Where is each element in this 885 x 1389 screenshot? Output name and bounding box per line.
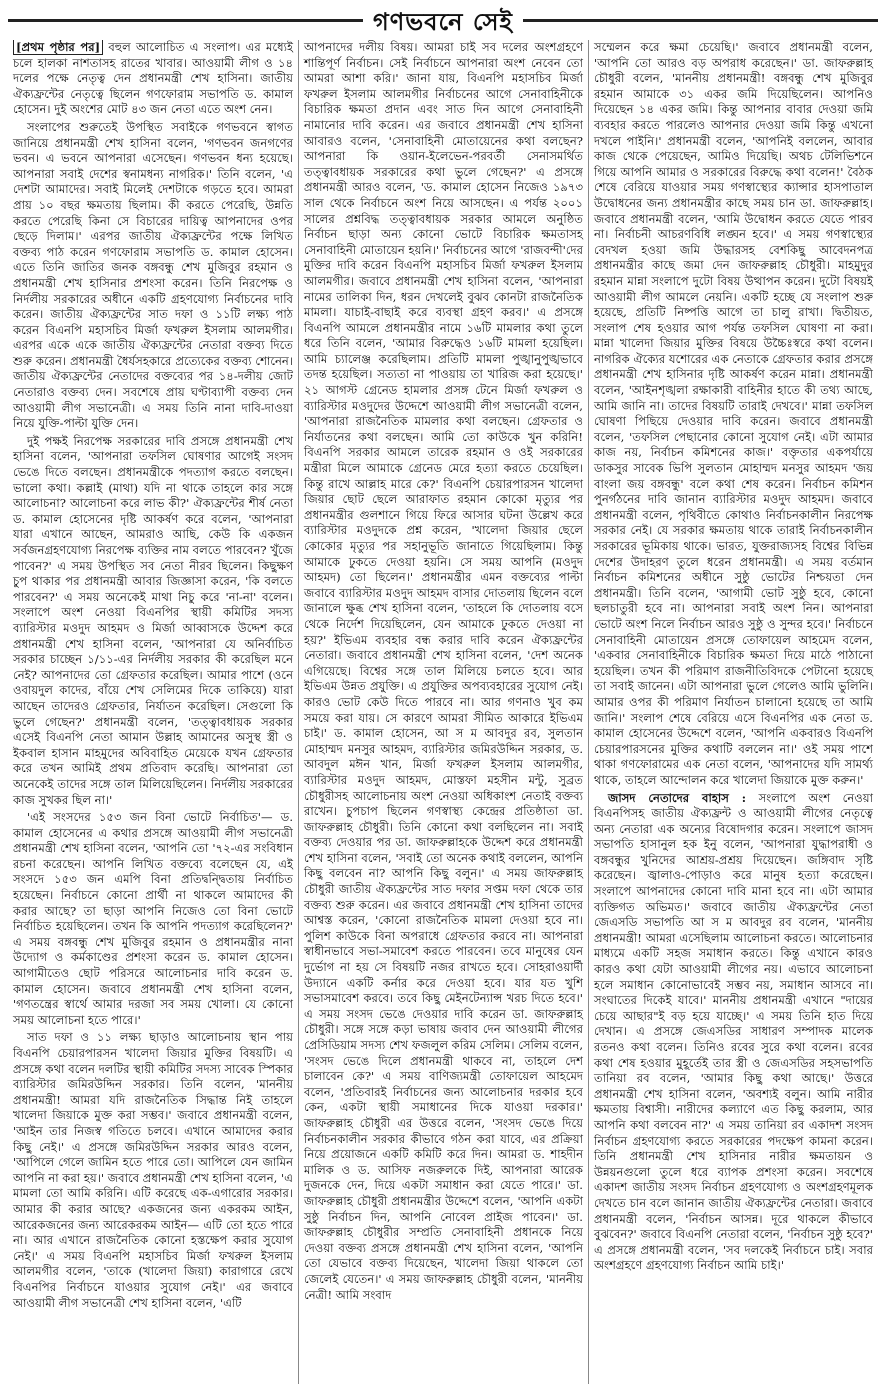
article-body [8, 40, 878, 1384]
paragraph [594, 791, 873, 1274]
paragraph-text: বহুল আলোচিত এ সংলাপ। এর মধ্যেই চলে হালকা নাশতাসহ রাতের খাবার। আওয়ামী লীগ ও ১৪ দলের পক্ষে নেতৃত্ব দেন প্রধানমন্ত্রী শেখ হাসিনা। জাতীয় ঐক্যফ্রন্টের নেতৃত্বে ছিলেন গণফোরাম সভাপতি ড. কামাল হোসেন। দুই অংশের মোট ৪৩ জন নেতা এতে অংশ নেন। [13, 40, 294, 117]
paragraph: সংলাপের শুরুতেই উপস্থিত সবাইকে গণভবনে স্বাগত জানিয়ে প্রধানমন্ত্রী শেখ হাসিনা বলেন, 'গণভবন জনগণের ভবন। এ ভবনে আপনারা এসেছেন। গণভবন ধন্য হয়েছে। আপনারা সবাই দেশের স্বনামধন্য নাগরিক।' তিনি বলেন, 'এ দেশটা আমাদের। সবাই মিলেই দেশটাকে গড়তে হবে। আমরা প্রায় ১০ বছর ক্ষমতায় ছিলাম। কী করতে পেরেছি, উন্নতি করতে পেরেছি কিনা সে বিচারের দায়িত্ব আপনাদের ওপর ছেড়ে দিলাম।' এরপর জাতীয় ঐক্যফ্রন্টের পক্ষে লিখিত বক্তব্য পাঠ করেন গণফোরাম সভাপতি ড. কামাল হোসেন। এতে তিনি জাতির জনক বঙ্গবন্ধু শেখ মুজিবুর রহমান ও প্রধানমন্ত্রী শেখ হাসিনার প্রশংসা করেন। তিনি নিরপেক্ষ ও নির্দলীয় সরকারের অধীনে একটি গ্রহণযোগ্য নির্বাচনের দাবি করেন। জাতীয় ঐক্যফ্রন্টের সাত দফা ও ১১টি লক্ষ্য পাঠ করেন বিএনপি মহাসচিব মির্জা ফখরুল ইসলাম আলমগীর। এরপর একে একে জাতীয় ঐক্যফ্রন্টের নেতারা বক্তব্য দিতে শুরু করেন। প্রধানমন্ত্রী ধৈর্যসহকারে প্রত্যেকের বক্তব্য শোনেন। জাতীয় ঐক্যফ্রন্টের নেতাদের বক্তব্যের পর ১৪-দলীয় জোট নেতারাও বক্তব্য দেন। সবশেষে প্রায় ঘণ্টাব্যাপী বক্তব্য দেন আওয়ামী লীগ সভানেত্রী। এ সময় তিনি নানা দাবি-দাওয়া নিয়ে যুক্তি-পাল্টা যুক্তি দেন। [13, 119, 293, 431]
column-3 [588, 40, 878, 1384]
column-2 [298, 40, 588, 1384]
subheading: জাসদ নেতাদের বাহাস : [608, 790, 747, 805]
section-title: গণভবনে সেই [373, 7, 513, 36]
page-header [0, 0, 885, 40]
paragraph-text: সংলাপে অংশ নেওয়া বিএনপিসহ জাতীয় ঐক্যফ্রন্ট ও আওয়ামী লীগের নেতৃত্বে অন্য নেতারা এক অন্যের বিষোদগার করেন। সংলাপে জাসদ সভাপতি হাসানুল হক ইনু বলেন, 'আপনারা যুদ্ধাপরাধী ও বঙ্গবন্ধুর খুনিদের আশ্রয়-প্রশ্রয় দিয়েছেন। জঙ্গিবাদ সৃষ্টি করেছেন। জ্বালাও-পোড়াও করে মানুষ হত্যা করেছেন। সংলাপে আপনাদের কোনো দাবি মানা হবে না। এটা আমার ব্যক্তিগত অভিমত।' জবাবে জাতীয় ঐক্যফ্রন্টের নেতা জেএসডি সভাপতি আ স ম আবদুর রব বলেন, 'মাননীয় প্রধানমন্ত্রী! আমরা এসেছিলাম আলোচনা করতে। আলোচনার মাধ্যমে একটি সহজ সমাধান করতে। কিন্তু এখানে কারও কারও কথা যেটা আওয়ামী লীগের নয়। এভাবে আলোচনা হলে সমাধান কোনোভাবেই সম্ভব নয়, সমাধান আসবে না। সংঘাতের দিকেই যাবে।' মাননীয় প্রধানমন্ত্রী এখানে "দায়ের চেয়ে আছার"ই বড় হয়ে যাচ্ছে।' এ সময় তিনি হাত দিয়ে দেখান। এ প্রসঙ্গে জেএসডির সাধারণ সম্পাদক মালেক রতনও কথা বলেন। তিনিও রবের সুরে কথা বলেন। রবের কথা শেষ হওয়ার মুহূর্তেই তার স্ত্রী ও জেএসডির সহসভাপতি তানিয়া রব বলেন, 'আমার কিছু কথা আছে।' উত্তরে প্রধানমন্ত্রী শেখ হাসিনা বলেন, 'অবশ্যই বলুন। আমি নারীর ক্ষমতায় বিশ্বাসী। নারীদের কল্যাণে এত কিছু করলাম, আর আপনি কথা বলবেন না?' এ সময় তানিয়া রব একাদশ সংসদ নির্বাচন গ্রহণযোগ্য করতে সরকারের পদক্ষেপ কামনা করেন। তিনি প্রধানমন্ত্রী শেখ হাসিনার নারীর ক্ষমতায়ন ও উন্নয়নগুলো তুলে ধরে ব্যাপক প্রশংসা করেন। সবশেষে একাদশ জাতীয় সংসদ নির্বাচন গ্রহণযোগ্য ও অংশগ্রহণমূলক দেখতে চান বলে জানান জাতীয় ঐক্যফ্রন্টের নেতারা। জবাবে প্রধানমন্ত্রী বলেন, 'নির্বাচন আসন্ন। দূরে থাকলে কীভাবে বুঝবেন?' জবাবে বিএনপি নেতারা বলেন, 'নির্বাচন সুষ্ঠু হবে?' এ প্রসঙ্গে প্রধানমন্ত্রী বলেন, 'সব দলকেই নির্বাচনে চাই। সবার অংশগ্রহণে গ্রহণযোগ্য নির্বাচন আমি চাই।' [594, 790, 873, 1273]
column-1 [8, 40, 298, 1384]
paragraph [13, 40, 293, 118]
header-rule-left [8, 19, 363, 22]
header-rule-right [523, 19, 878, 22]
paragraph: আপনাদের দলীয় বিষয়। আমরা চাই সব দলের অংশগ্রহণে শান্তিপূর্ণ নির্বাচন। সেই নির্বাচনে আপনারা অংশ নেবেন তো আমরা আশা করি।' জানা যায়, বিএনপি মহাসচিব মির্জা ফখরুল ইসলাম আলমগীর নির্বাচনের আগে সেনাবাহিনীকে বিচারিক ক্ষমতা প্রদান এবং সাত দিন আগে সেনাবাহিনী নামানোর দাবি করেন। এর জবাবে প্রধানমন্ত্রী শেখ হাসিনা আবারও বলেন, 'সেনাবাহিনী মোতায়েনের কথা বলছেন? আপনারা কি ওয়ান-ইলেভেন-পরবর্তী সেনাসমর্থিত তত্ত্বাবধায়ক সরকারের কথা ভুলে গেছেন?' এ প্রসঙ্গে প্রধানমন্ত্রী আরও বলেন, 'ড. কামাল হোসেন নিজেও ১৯৭৩ সাল থেকে নির্বাচনে অংশ নিয়ে আসছেন। এ পর্যন্ত ২০০১ সালের প্রশ্নবিদ্ধ তত্ত্বাবধায়ক সরকার আমলে অনুষ্ঠিত নির্বাচন ছাড়া অন্য কোনো ভোটে বিচারিক ক্ষমতাসহ সেনাবাহিনী মোতায়েন হয়নি।' নির্বাচনের আগে 'রাজবন্দী'দের মুক্তির দাবি করেন বিএনপি মহাসচিব মির্জা ফখরুল ইসলাম আলমগীর। জবাবে প্রধানমন্ত্রী শেখ হাসিনা বলেন, 'আপনারা নামের তালিকা দিন, ধরন দেখলেই বুঝব কোনটা রাজনৈতিক মামলা। যাচাই-বাছাই করে ব্যবস্থা গ্রহণ করব।' এ প্রসঙ্গে বিএনপি আমলে প্রধানমন্ত্রীর নামে ১৬টি মামলার কথা তুলে ধরে তিনি বলেন, 'আমার বিরুদ্ধেও ১৬টি মামলা হয়েছিল। আমি চ্যালেঞ্জ করেছিলাম। প্রতিটি মামলা পুঙ্খানুপুঙ্খভাবে তদন্ত হয়েছিল। সত্যতা না পাওয়ায় তা খারিজ করা হয়েছে।' ২১ আগস্ট গ্রেনেড হামলার প্রসঙ্গ টেনে মির্জা ফখরুল ও ব্যারিস্টার মওদুদের উদ্দেশে আওয়ামী লীগ সভানেত্রী বলেন, 'আপনারা রাজনৈতিক মামলার কথা বলছেন। গ্রেফতার ও নির্যাতনের কথা বলছেন। আমি তো কাউকে খুন করিনি! বিএনপি সরকার আমলে তারেক রহমান ও ওই সরকারের মন্ত্রীরা মিলে আমাকে গ্রেনেড মেরে হত্যা করতে চেয়েছিল। কিন্তু রাখে আল্লাহ মারে কে?' বিএনপি চেয়ারপারসন খালেদা জিয়ার ছোট ছেলে আরাফাত রহমান কোকো মৃত্যুর পর প্রধানমন্ত্রীর গুলশানে গিয়ে ফিরে আসার ঘটনা উল্লেখ করে ব্যারিস্টার মওদুদকে প্রশ্ন করেন, 'খালেদা জিয়ার ছেলে কোকোর মৃত্যুর পর সহানুভূতি জানাতে গিয়েছিলাম। কিন্তু আমাকে ঢুকতে দেওয়া হয়নি। সে সময় আপনি (মওদুদ আহমদ) তো ছিলেন।' প্রধানমন্ত্রীর এমন বক্তব্যের পাল্টা জবাবে ব্যারিস্টার মওদুদ আহমদ বাসার দোতলায় ছিলেন বলে জানালে ক্ষুব্ধ শেখ হাসিনা বলেন, 'তাহলে কি দোতলায় বসে থেকে নির্দেশ দিয়েছিলেন, যেন আমাকে ঢুকতে দেওয়া না হয়?' ইভিএম ব্যবহার বন্ধ করার দাবি করেন ঐক্যফ্রন্টের নেতারা। জবাবে প্রধানমন্ত্রী শেখ হাসিনা বলেন, 'দেশ অনেক এগিয়েছে। বিশ্বের সঙ্গে তাল মিলিয়ে চলতে হবে। আর ইভিএম উন্নত প্রযুক্তি। এ প্রযুক্তির অপব্যবহারের সুযোগ নেই। কারও ভোট কেউ দিতে পারবে না। আর গণনাও খুব কম সময়ে করা যায়। সে কারণে আমরা সীমিত আকারে ইভিএম চাই।' ড. কামাল হোসেন, আ স ম আবদুর রব, সুলতান মোহাম্মদ মনসুর আহমদ, ব্যারিস্টার জমিরউদ্দিন সরকার, ড. আবদুল মঈন খান, মির্জা ফখরুল ইসলাম আলমগীর, ব্যারিস্টার মওদুদ আহমদ, মোস্তফা মহসীন মন্টু, সুব্রত চৌধুরীসহ আলোচনায় অংশ নেওয়া অধিকাংশ নেতাই বক্তব্য রাখেন। চুপচাপ ছিলেন গণস্বাস্থ্য কেন্দ্রের প্রতিষ্ঠাতা ডা. জাফরুল্লাহ চৌধুরী। তিনি কোনো কথা বলছিলেন না। সবাই বক্তব্য দেওয়ার পর ডা. জাফরুল্লাহকে উদ্দেশ করে প্রধানমন্ত্রী শেখ হাসিনা বলেন, 'সবাই তো অনেক কথাই বললেন, আপনি কিছু বলবেন না? আপনি কিছু বলুন।' এ সময় জাফরুল্লাহ চৌধুরী জাতীয় ঐক্যফ্রন্টের সাত দফার সপ্তম দফা থেকে তার বক্তব্য শুরু করেন। এর জবাবে প্রধানমন্ত্রী শেখ হাসিনা তাদের আশ্বস্ত করেন, 'কোনো রাজনৈতিক মামলা দেওয়া হবে না। পুলিশ কাউকে বিনা অপরাধে গ্রেফতার করবে না। আপনারা স্বাধীনভাবে সভা-সমাবেশ করতে পারবেন। তবে মানুষের যেন দুর্ভোগ না হয় সে বিষয়টি নজর রাখতে হবে। সোহরাওয়ার্দী উদ্যানে একটি কর্নার করে দেওয়া হবে। যার যত খুশি সভাসমাবেশ করবে। তবে কিছু মেইনটেন্যান্স খরচ দিতে হবে।' এ সময় সংসদ ভেঙে দেওয়ার দাবি করেন ডা. জাফরুল্লাহ চৌধুরী। সঙ্গে সঙ্গে কড়া ভাষায় জবাব দেন আওয়ামী লীগের প্রেসিডিয়াম সদস্য শেখ ফজলুল করিম সেলিম। সেলিম বলেন, 'সংসদ ভেঙে দিলে প্রধানমন্ত্রী থাকবে না, তাহলে দেশ চালাবেন কে?' এ সময় বাণিজ্যমন্ত্রী তোফায়েল আহমেদ বলেন, 'প্রতিবারই নির্বাচনের জন্য আলোচনার দরকার হবে কেন, একটা স্থায়ী সমাধানের দিকে যাওয়া দরকার।' জাফরুল্লাহ চৌধুরী এর উত্তরে বলেন, 'সংসদ ভেঙে দিয়ে নির্বাচনকালীন সরকার কীভাবে গঠন করা যাবে, এর প্রক্রিয়া নিয়ে প্রয়োজনে একটি কমিটি করে দিন। আমরা ড. শাহদীন মালিক ও ড. আসিফ নজরুলকে দিই, আপনারা আরেক দুজনকে দেন, দিয়ে একটা সমাধান করা যেতে পারে।' ডা. জাফরুল্লাহ চৌধুরী প্রধানমন্ত্রীর উদ্দেশে বলেন, 'আপনি একটা সুষ্ঠু নির্বাচন দিন, আপনি নোবেল প্রাইজ পাবেন।' ডা. জাফরুল্লাহ চৌধুরীর সম্প্রতি সেনাবাহিনী প্রধানকে নিয়ে দেওয়া বক্তব্য প্রসঙ্গে প্রধানমন্ত্রী শেখ হাসিনা বলেন, 'আপনি তো যেভাবে বক্তব্য দিয়েছেন, খালেদা জিয়া থাকলে তো জেলেই যেতেন।' এ সময় জাফরুল্লাহ চৌধুরী বলেন, 'মাননীয় নেত্রী! আমি সংবাদ [304, 40, 583, 1302]
continuation-marker: [প্রথম পৃষ্ঠার পর] [13, 40, 103, 55]
paragraph: সাত দফা ও ১১ লক্ষ্য ছাড়াও আলোচনায় স্থান পায় বিএনপি চেয়ারপারসন খালেদা জিয়ার মুক্তির বিষয়টি। এ প্রসঙ্গে কথা বলেন দলটির স্থায়ী কমিটির সদস্য সাবেক স্পিকার ব্যারিস্টার জমিরউদ্দিন সরকার। তিনি বলেন, 'মাননীয় প্রধানমন্ত্রী! আমরা যদি রাজনৈতিক সিদ্ধান্ত নিই তাহলে খালেদা জিয়াকে মুক্ত করা সম্ভব।' জবাবে প্রধানমন্ত্রী বলেন, 'আইন তার নিজস্ব গতিতে চলবে। এখানে আমাদের করার কিছু নেই।' এ প্রসঙ্গে জমিরউদ্দিন সরকার আরও বলেন, 'আপিলে গেলে জামিন হতে পারে তো। আপিলে যেন জামিন আপনি না করা হয়।' জবাবে প্রধানমন্ত্রী শেখ হাসিনা বলেন, 'এ মামলা তো আমি করিনি। এটি করেছে এক-এগারোর সরকার। আমার কী করার আছে? একজনের জন্য একরকম আইন, আরেকজনের জন্য আরেকরকম আইন— এটি তো হতে পারে না। আর এখানে রাজনৈতিক কোনো হস্তক্ষেপ করার সুযোগ নেই।' এ সময় বিএনপি মহাসচিব মির্জা ফখরুল ইসলাম আলমগীর বলেন, 'তাকে (খালেদা জিয়া) কারাগারে রেখে বিএনপির নির্বাচনে যাওয়ার সুযোগ নেই।' এর জবাবে আওয়ামী লীগ সভানেত্রী শেখ হাসিনা বলেন, 'এটি [13, 1030, 293, 1310]
paragraph: 'এই সংসদের ১৫৩ জন বিনা ভোটে নির্বাচিত'— ড. কামাল হোসেনের এ কথার প্রসঙ্গে আওয়ামী লীগ সভানেত্রী প্রধানমন্ত্রী শেখ হাসিনা বলেন, 'আপনি তো '৭২-এর সংবিধান রচনা করেছেন। আপনি লিখিত বক্তব্যে বলেছেন যে, এই সংসদে ১৫৩ জন এমপি বিনা প্রতিদ্বন্দ্বিতায় নির্বাচিত হয়েছেন। নির্বাচনে কোনো প্রার্থী না থাকলে আমাদের কী করার আছে? তা ছাড়া আপনি নিজেও তো বিনা ভোটে নির্বাচিত হয়েছিলেন। তখন কি আপনি পদত্যাগ করেছিলেন?' এ সময় বঙ্গবন্ধু শেখ মুজিবুর রহমান ও প্রধানমন্ত্রীর নানা উদ্যোগ ও কর্মকাণ্ডের প্রশংসা করেন ড. কামাল হোসেন। আগামীতেও ছোট পরিসরে আলোচনার দাবি করেন ড. কামাল হোসেন। জবাবে প্রধানমন্ত্রী শেখ হাসিনা বলেন, 'গণতন্ত্রের স্বার্থে আমার দরজা সব সময় খোলা। যে কোনো সময় আলোচনা হতে পারে।' [13, 810, 293, 1027]
paragraph: দুই পক্ষই নিরপেক্ষ সরকারের দাবি প্রসঙ্গে প্রধানমন্ত্রী শেখ হাসিনা বলেন, 'আপনারা তফসিল ঘোষণার আগেই সংসদ ভেঙে দিতে বলছেন। প্রধানমন্ত্রীকে পদত্যাগ করতে বলছেন। ভালো কথা। কল্লাই (মাথা) যদি না থাকে তাহলে কার সঙ্গে আলোচনা? আলোচনা করে লাভ কী?' ঐক্যফ্রন্টের শীর্ষ নেতা ড. কামাল হোসেনের দৃষ্টি আকর্ষণ করে বলেন, 'আপনারা যারা এখানে আছেন, আমরাও আছি, কেউ কি একজন সর্বজনগ্রহণযোগ্য নিরপেক্ষ ব্যক্তির নাম বলতে পারবেন? খুঁজে পাবেন?' এ সময় উপস্থিত সব নেতা নীরব ছিলেন। কিছুক্ষণ চুপ থাকার পর প্রধানমন্ত্রী আবার জিজ্ঞাসা করেন, 'কি বলতে পারবেন?' এ সময় অনেকেই মাথা নিচু করে 'না-না' বলেন। সংলাপে অংশ নেওয়া বিএনপির স্থায়ী কমিটির সদস্য ব্যারিস্টার মওদুদ আহমদ ও মির্জা আব্বাসকে উদ্দেশ করে প্রধানমন্ত্রী শেখ হাসিনা বলেন, 'আপনারা যে অনির্বাচিত সরকার চাচ্ছেন ১/১১-এর নির্দলীয় সরকার কী করেছিল মনে নেই? আপনাদের তো গ্রেফতার করেছিল। আমার পাশে (ওনে ওবায়দুল কাদের, বাঁয়ে শেখ সেলিমের দিকে তাকিয়ে) যারা আছেন তাদেরও গ্রেফতার, নির্যাতন করেছিল। সেগুলো কি ভুলে গেছেন?' প্রধানমন্ত্রী বলেন, 'তত্ত্বাবধায়ক সরকার এসেই বিএনপি নেতা আমান উল্লাহ আমানের অসুস্থ স্ত্রী ও ইকবাল হাসান মাহমুদের অবিবাহিত মেয়েকে যখন গ্রেফতার করে তখন আমিই প্রথম প্রতিবাদ করেছি। আপনারা তো অনেকেই তাদের সঙ্গে তাল মিলিয়েছিলেন। নির্দলীয় সরকারের কাজ সুখকর ছিল না।' [13, 433, 293, 807]
paragraph: সম্মেলন করে ক্ষমা চেয়েছি।' জবাবে প্রধানমন্ত্রী বলেন, 'আপনি তো আরও বড় অপরাধ করেছেন।' ডা. জাফরুল্লাহ চৌধুরী বলেন, 'মাননীয় প্রধানমন্ত্রী! বঙ্গবন্ধু শেখ মুজিবুর রহমান আমাকে ৩১ একর জমি দিয়েছিলেন। আপনিও দিয়েছেন ১৪ একর জমি। কিন্তু আপনার বাবার দেওয়া জমি ব্যবহার করতে পারলেও আপনার দেওয়া জমি কিন্তু এখনো দখলে পাইনি।' প্রধানমন্ত্রী বলেন, 'আপনিই বললেন, আবার কাজ থেকে পেয়েছেন, আমিও দিয়েছি। অথচ টেলিভিশনে গিয়ে আপনি আমার ও সরকারের বিরুদ্ধে কথা বলেন!' বৈঠক শেষে বেরিয়ে যাওয়ার সময় গণস্বাস্থ্যের ক্যান্সার হাসপাতাল উদ্বোধনের জন্য প্রধানমন্ত্রীর কাছে সময় চান ডা. জাফরুল্লাহ। জবাবে প্রধানমন্ত্রী বলেন, 'আমি উদ্বোধন করতে যেতে পারব না। নির্বাচনী আচরণবিধি লঙ্ঘন হবে।' এ সময় গণস্বাস্থ্যের বেদখল হওয়া জমি উদ্ধারসহ বেশকিছু আবেদনপত্র প্রধানমন্ত্রীর কাছে জমা দেন জাফরুল্লাহ চৌধুরী। মাহমুদুর রহমান মান্না সংলাপে দুটো বিষয় উত্থাপন করেন। দুটো বিষয়ই আওয়ামী লীগ আমলে নেয়নি। একটি হচ্ছে যে সংলাপ শুরু হয়েছে, প্রতিটি নিষ্পত্তি আগে তা চালু রাখা। দ্বিতীয়ত, সংলাপ শেষ হওয়ার আগ পর্যন্ত তফসিল ঘোষণা না করা। মান্না খালেদা জিয়ার মুক্তির বিষয়ে উচ্চৈঃস্বরে কথা বলেন। নাগরিক ঐক্যের যশোরের এক নেতাকে গ্রেফতার করার প্রসঙ্গে প্রধানমন্ত্রী শেখ হাসিনার দৃষ্টি আকর্ষণ করেন মান্না। প্রধানমন্ত্রী বলেন, 'আইনশৃঙ্খলা রক্ষাকারী বাহিনীর হাতে কী তথ্য আছে, আমি জানি না। তাদের বিষয়টি তারাই দেখবে।' মান্না তফসিল ঘোষণা পিছিয়ে দেওয়ার দাবি করেন। জবাবে প্রধানমন্ত্রী বলেন, 'তফসিল পেছানোর কোনো সুযোগ নেই। এটা আমার কাজ নয়, নির্বাচন কমিশনের কাজ।' বক্তৃতার একপর্যায়ে ডাকসুর সাবেক ভিপি সুলতান মোহাম্মদ মনসুর আহমদ 'জয় বাংলা জয় বঙ্গবন্ধু' বলে কথা শেষ করেন। নির্বাচন কমিশন পুনর্গঠনের দাবি জানান ব্যারিস্টার মওদুদ আহমদ। জবাবে প্রধানমন্ত্রী বলেন, পৃথিবীতে কোথাও নির্বাচনকালীন নিরপেক্ষ সরকার নেই। যে সরকার ক্ষমতায় থাকে তারাই নির্বাচনকালীন সরকারের ভূমিকায় থাকে। ভারত, যুক্তরাজ্যসহ বিশ্বের বিভিন্ন দেশের উদাহরণ তুলে ধরেন প্রধানমন্ত্রী। এ সময় বর্তমান নির্বাচন কমিশনের অধীনে সুষ্ঠু ভোটের নিশ্চয়তা দেন প্রধানমন্ত্রী। তিনি বলেন, 'আগামী ভোট সুষ্ঠু হবে, কোনো ছলচাতুরী হবে না। আপনারা সবাই অংশ নিন। আপনারা ভোটে অংশ নিলে নির্বাচন আরও সুষ্ঠু ও সুন্দর হবে।' নির্বাচনে সেনাবাহিনী মোতায়েন প্রসঙ্গে তোফায়েল আহমেদ বলেন, 'একবার সেনাবাহিনীকে বিচারিক ক্ষমতা দিয়ে মাঠে পাঠানো হয়েছিল। তখন কী পরিমাণ রাজনীতিবিদকে পেটানো হয়েছে তা সবাই জানেন। এটা আপনারা ভুলে গেলেও আমি ভুলিনি। আমার ওপর কী পরিমাণ নির্যাতন চালানো হয়েছে তা আমি জানি।' সংলাপ শেষে বেরিয়ে এসে বিএনপির এক নেতা ড. কামাল হোসেনের উদ্দেশে বলেন, 'আপনি একবারও বিএনপি চেয়ারপারসনের মুক্তির কথাটি বললেন না।' ওই সময় পাশে থাকা গণফোরামের এক নেতা বলেন, 'আপনাদের যদি সামর্থ্য থাকে, তাহলে আন্দোলন করে খালেদা জিয়াকে মুক্ত করুন।' [594, 40, 873, 787]
